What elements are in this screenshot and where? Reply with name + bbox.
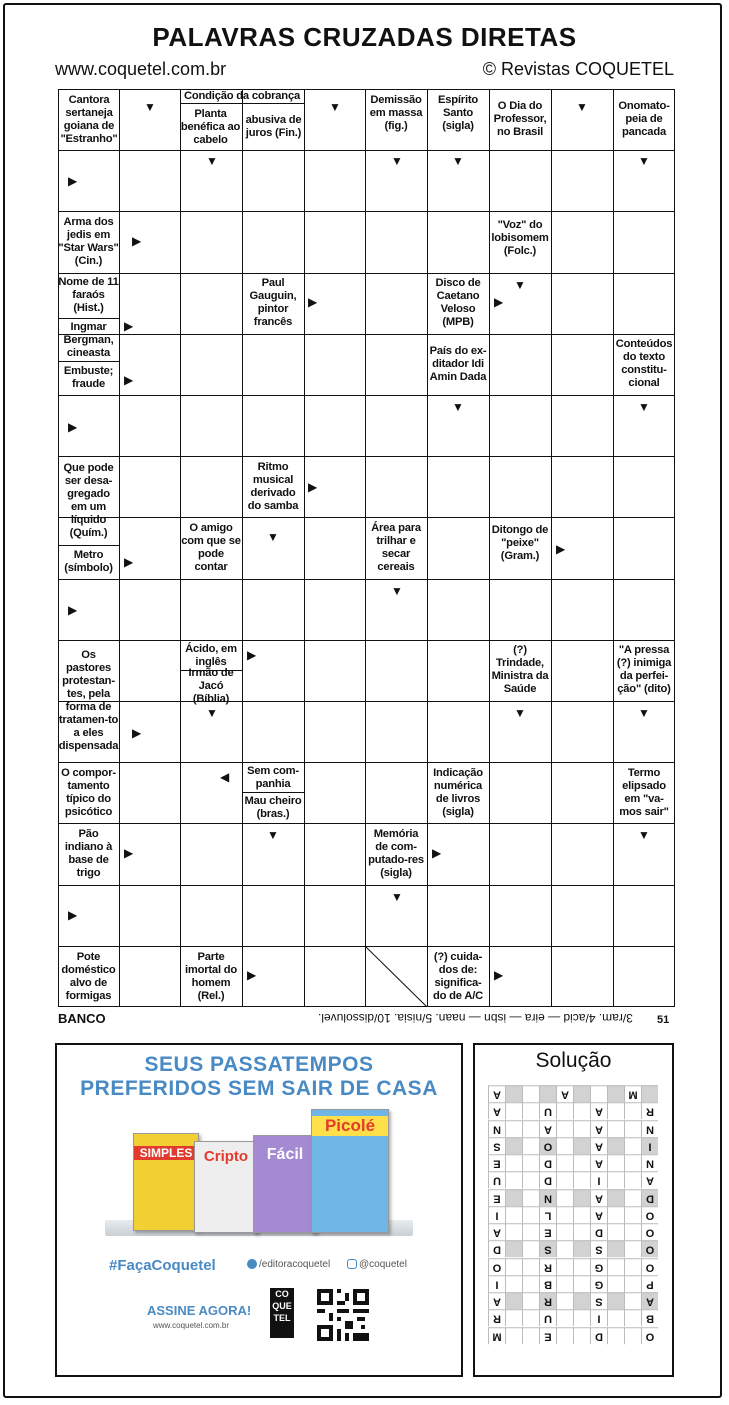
- solution-cell: [505, 1137, 522, 1154]
- facebook-handle: /editoracoquetel: [259, 1259, 331, 1270]
- clue-cell: Paul Gauguin, pintor francês: [249, 277, 297, 328]
- solution-cell: R: [539, 1258, 556, 1275]
- solution-cell: [607, 1309, 624, 1326]
- arrow-right-icon: ▶: [308, 295, 318, 309]
- clue-cell: País do ex-ditador Idi Amin Dada: [429, 344, 487, 383]
- solution-cell: A: [488, 1292, 505, 1309]
- instagram-link[interactable]: [347, 1259, 407, 1270]
- solution-cell: O: [641, 1240, 658, 1257]
- solution-cell: A: [590, 1206, 607, 1223]
- solution-cell: [556, 1154, 573, 1171]
- solution-cell: [607, 1206, 624, 1223]
- solution-cell: A: [590, 1137, 607, 1154]
- arrow-right-icon: ▶: [68, 908, 78, 922]
- solution-cell: A: [590, 1154, 607, 1171]
- solution-cell: [522, 1085, 539, 1102]
- magazine-cover: [311, 1109, 389, 1233]
- solution-cell: [624, 1309, 641, 1326]
- solution-cell: [624, 1206, 641, 1223]
- solution-cell: [607, 1171, 624, 1188]
- solution-cell: L: [539, 1206, 556, 1223]
- solution-cell: M: [488, 1327, 505, 1344]
- clue-cell: Demissão em massa (fig.): [369, 93, 423, 132]
- solution-cell: S: [590, 1240, 607, 1257]
- arrow-down-icon: ▼: [514, 706, 526, 720]
- clue-cell: Disco de Caetano Veloso (MPB): [435, 277, 481, 328]
- solution-cell: [607, 1240, 624, 1257]
- puzzle-title: PALAVRAS CRUZADAS DIRETAS: [152, 22, 577, 52]
- solution-cell: [556, 1275, 573, 1292]
- solution-cell: A: [641, 1292, 658, 1309]
- arrow-down-icon: ▼: [391, 154, 403, 168]
- solution-cell: [607, 1223, 624, 1240]
- clue-cell: O Dia do Professor, no Brasil: [493, 99, 547, 138]
- solution-cell: [505, 1154, 522, 1171]
- solution-cell: O: [641, 1206, 658, 1223]
- solution-cell: N: [488, 1120, 505, 1137]
- clue-cell: Ditongo de "peixe" (Gram.): [491, 523, 549, 562]
- solution-cell: I: [641, 1137, 658, 1154]
- solution-cell: [505, 1102, 522, 1119]
- magazine-title: Cripto: [203, 1148, 249, 1165]
- magazine-title: SIMPLES: [134, 1146, 198, 1160]
- solution-cell: [505, 1171, 522, 1188]
- magazine-title: Picolé: [312, 1116, 388, 1136]
- solution-cell: A: [488, 1102, 505, 1119]
- arrow-right-icon: ▶: [556, 542, 566, 556]
- solution-cell: [624, 1120, 641, 1137]
- solution-cell: [624, 1275, 641, 1292]
- solution-cell: D: [641, 1189, 658, 1206]
- ad-banner[interactable]: [55, 1043, 463, 1377]
- solution-cell: A: [590, 1120, 607, 1137]
- solution-cell: [607, 1327, 624, 1344]
- solution-cell: A: [590, 1102, 607, 1119]
- arrow-right-icon: ▶: [494, 295, 504, 309]
- clue-cell: Memória de com-putado-res (sigla): [368, 828, 424, 879]
- solution-cell: [573, 1275, 590, 1292]
- solution-cell: [573, 1223, 590, 1240]
- solution-cell: [607, 1154, 624, 1171]
- solution-cell: D: [539, 1154, 556, 1171]
- arrow-down-icon: ▼: [576, 100, 588, 114]
- solution-cell: A: [539, 1120, 556, 1137]
- clue-cell: Mau cheiro (bras.): [244, 795, 302, 820]
- clue-cell: Condição da cobrança: [184, 89, 300, 102]
- solution-cell: [607, 1137, 624, 1154]
- clue-cell: Embuste; fraude: [63, 365, 114, 390]
- solution-grid: [488, 1085, 658, 1361]
- solution-cell: [556, 1120, 573, 1137]
- site-url: www.coquetel.com.br: [55, 59, 227, 79]
- magazine-cover: [253, 1135, 317, 1233]
- solution-cell: U: [488, 1171, 505, 1188]
- copyright: © Revistas COQUETEL: [482, 59, 674, 79]
- solution-cell: A: [556, 1085, 573, 1102]
- solution-cell: [505, 1206, 522, 1223]
- ad-headline-1: SEUS PASSATEMPOS: [144, 1053, 374, 1076]
- arrow-down-icon: ▼: [329, 100, 341, 114]
- solution-cell: [556, 1292, 573, 1309]
- clue-cell: Sem com-panhia: [247, 764, 299, 790]
- clue-cell: (?) cuida-dos de: significa-do de A/C: [433, 950, 483, 1002]
- solution-cell: S: [590, 1292, 607, 1309]
- solution-cell: [624, 1240, 641, 1257]
- solution-cell: [624, 1189, 641, 1206]
- solution-cell: I: [590, 1171, 607, 1188]
- solution-cell: [624, 1137, 641, 1154]
- arrow-right-icon: ▶: [494, 968, 504, 982]
- solution-cell: D: [488, 1240, 505, 1257]
- solution-cell: E: [488, 1189, 505, 1206]
- solution-cell: [607, 1275, 624, 1292]
- clue-cell: Conteúdos do texto constitu-cional: [615, 338, 673, 389]
- solution-cell: [505, 1309, 522, 1326]
- solution-cell: [556, 1240, 573, 1257]
- solution-cell: G: [590, 1258, 607, 1275]
- arrow-down-icon: ▼: [638, 400, 650, 414]
- solution-cell: [505, 1223, 522, 1240]
- solution-cell: U: [539, 1309, 556, 1326]
- qr-code-icon[interactable]: [317, 1289, 369, 1341]
- solution-cell: [624, 1223, 641, 1240]
- instagram-handle: @coquetel: [359, 1259, 407, 1270]
- solution-cell: R: [539, 1292, 556, 1309]
- clue-cell: Nome de 11 faraós (Hist.): [58, 276, 119, 314]
- clue-cell: O compor-tamento típico do psicótico: [61, 767, 116, 818]
- solution-cell: [522, 1171, 539, 1188]
- facebook-icon: [247, 1259, 257, 1269]
- solution-cell: [556, 1206, 573, 1223]
- ad-url[interactable]: www.coquetel.com.br: [153, 1321, 230, 1330]
- solution-panel: [473, 1043, 674, 1377]
- solution-cell: [624, 1154, 641, 1171]
- solution-cell: [607, 1258, 624, 1275]
- solution-cell: [573, 1327, 590, 1344]
- answer-bank-label: BANCO: [58, 1011, 106, 1026]
- solution-cell: [624, 1171, 641, 1188]
- solution-cell: U: [539, 1102, 556, 1119]
- solution-cell: [556, 1309, 573, 1326]
- solution-cell: [624, 1327, 641, 1344]
- clue-cell: "A pressa (?) inimiga da perfei-ção" (dito): [616, 644, 672, 695]
- clue-cell: Termo elipsado em "va-mos sair": [619, 767, 669, 818]
- solution-cell: [539, 1085, 556, 1102]
- answer-bank-text: 3/ram. 4/acid — eira — isbn — naan. 5/nisia. 10/dissoluvel.: [318, 1011, 633, 1025]
- solution-cell: [505, 1240, 522, 1257]
- solution-cell: [556, 1258, 573, 1275]
- solution-cell: [556, 1223, 573, 1240]
- clue-cell: Parte imortal do homem (Rel.): [184, 950, 238, 1002]
- solution-cell: O: [641, 1223, 658, 1240]
- clue-cell: Espírito Santo (sigla): [437, 93, 479, 132]
- solution-cell: [522, 1102, 539, 1119]
- clue-cell: "Voz" do lobisomem (Folc.): [491, 218, 549, 257]
- solution-cell: N: [641, 1120, 658, 1137]
- solution-cell: [522, 1206, 539, 1223]
- clue-cell: Ritmo musical derivado do samba: [247, 461, 299, 512]
- arrow-right-icon: ▶: [68, 420, 78, 434]
- solution-cell: G: [590, 1275, 607, 1292]
- ad-headline-2: PREFERIDOS SEM SAIR DE CASA: [80, 1077, 438, 1100]
- arrow-down-icon: ▼: [206, 706, 218, 720]
- solution-cell: [522, 1137, 539, 1154]
- solution-cell: [522, 1223, 539, 1240]
- arrow-down-icon: ▼: [452, 154, 464, 168]
- solution-cell: [522, 1275, 539, 1292]
- solution-cell: [607, 1120, 624, 1137]
- solution-cell: N: [641, 1154, 658, 1171]
- solution-cell: [556, 1171, 573, 1188]
- solution-cell: [573, 1120, 590, 1137]
- solution-cell: [505, 1275, 522, 1292]
- solution-cell: B: [539, 1275, 556, 1292]
- arrow-right-icon: ▶: [68, 174, 78, 188]
- solution-cell: [522, 1292, 539, 1309]
- solution-cell: [573, 1189, 590, 1206]
- arrow-right-icon: ▶: [247, 648, 257, 662]
- solution-cell: I: [488, 1275, 505, 1292]
- arrow-right-icon: ▶: [308, 480, 318, 494]
- solution-title: Solução: [535, 1049, 612, 1072]
- clue-cell: Planta benéfica ao cabelo: [180, 107, 241, 146]
- solution-cell: R: [641, 1102, 658, 1119]
- arrow-right-icon: ▶: [124, 846, 134, 860]
- clue-cell: Arma dos jedis em "Star Wars" (Cin.): [58, 216, 119, 267]
- arrow-right-icon: ▶: [124, 319, 134, 333]
- solution-cell: E: [539, 1327, 556, 1344]
- blocked-cell-diagonal: [365, 946, 427, 1007]
- solution-cell: D: [590, 1223, 607, 1240]
- clue-cell: Ácido, em inglês: [185, 642, 237, 668]
- clue-cell: Indicação numérica de livros (sigla): [433, 767, 483, 818]
- solution-cell: O: [539, 1137, 556, 1154]
- arrow-right-icon: ▶: [124, 373, 134, 387]
- arrow-down-icon: ▼: [144, 100, 156, 114]
- solution-cell: N: [539, 1189, 556, 1206]
- arrow-down-icon: ▼: [638, 706, 650, 720]
- solution-cell: [573, 1102, 590, 1119]
- solution-cell: [624, 1258, 641, 1275]
- arrow-down-icon: ▼: [391, 584, 403, 598]
- magazine-title: Fácil: [266, 1146, 304, 1163]
- arrow-down-icon: ▼: [638, 828, 650, 842]
- clue-cell: O amigo com que se pode contar: [181, 522, 241, 573]
- clue-cell: Ingmar Bergman, cineasta: [63, 320, 114, 359]
- clue-cell: Área para trilhar e secar cereais: [371, 522, 421, 573]
- solution-cell: M: [624, 1085, 641, 1102]
- solution-cell: [505, 1258, 522, 1275]
- solution-cell: [505, 1292, 522, 1309]
- solution-cell: [556, 1189, 573, 1206]
- arrow-down-icon: ▼: [391, 890, 403, 904]
- solution-cell: B: [641, 1309, 658, 1326]
- solution-cell: [522, 1120, 539, 1137]
- solution-cell: A: [488, 1085, 505, 1102]
- arrow-right-icon: ▶: [432, 846, 442, 860]
- clue-cell: Os pastores protestan-tes, pela forma de tratamen-to a eles dispensada: [58, 649, 119, 752]
- solution-cell: [624, 1102, 641, 1119]
- solution-cell: R: [488, 1309, 505, 1326]
- clue-cell: Cantora sertaneja goiana de "Estranho": [60, 94, 118, 145]
- arrow-right-icon: ▶: [68, 603, 78, 617]
- solution-cell: [505, 1085, 522, 1102]
- solution-cell: [522, 1189, 539, 1206]
- solution-cell: [607, 1292, 624, 1309]
- solution-cell: [505, 1189, 522, 1206]
- clue-cell: abusiva de juros (Fin.): [245, 114, 302, 139]
- page-number: 51: [657, 1014, 670, 1026]
- arrow-down-icon: ▼: [514, 278, 526, 292]
- solution-cell: S: [539, 1240, 556, 1257]
- arrow-right-icon: ▶: [132, 234, 142, 248]
- solution-cell: [641, 1085, 658, 1102]
- solution-cell: [522, 1240, 539, 1257]
- solution-cell: A: [641, 1171, 658, 1188]
- arrow-left-icon: ◀: [220, 770, 230, 784]
- facebook-link[interactable]: [247, 1259, 330, 1270]
- arrow-right-icon: ▶: [132, 726, 142, 740]
- magazine-cover: [133, 1133, 199, 1231]
- solution-cell: [573, 1085, 590, 1102]
- solution-cell: I: [590, 1309, 607, 1326]
- solution-cell: [573, 1206, 590, 1223]
- clue-cell: Pão indiano à base de trigo: [64, 828, 113, 879]
- solution-cell: I: [488, 1206, 505, 1223]
- instagram-icon: [347, 1259, 357, 1269]
- clue-cell: (?) Trindade, Ministra da Saúde: [491, 644, 549, 695]
- solution-cell: [522, 1327, 539, 1344]
- crossword-grid: [58, 89, 675, 1007]
- solution-cell: [556, 1137, 573, 1154]
- arrow-right-icon: ▶: [247, 968, 257, 982]
- clue-cell: Metro (símbolo): [64, 549, 113, 574]
- arrow-down-icon: ▼: [638, 154, 650, 168]
- solution-cell: O: [488, 1258, 505, 1275]
- solution-cell: [573, 1137, 590, 1154]
- solution-cell: O: [641, 1258, 658, 1275]
- solution-cell: P: [641, 1275, 658, 1292]
- solution-cell: [556, 1327, 573, 1344]
- solution-cell: [573, 1258, 590, 1275]
- arrow-down-icon: ▼: [267, 828, 279, 842]
- solution-cell: D: [590, 1327, 607, 1344]
- arrow-down-icon: ▼: [206, 154, 218, 168]
- solution-cell: [607, 1102, 624, 1119]
- solution-cell: [607, 1189, 624, 1206]
- solution-cell: [573, 1240, 590, 1257]
- solution-cell: E: [539, 1223, 556, 1240]
- solution-cell: [573, 1154, 590, 1171]
- clue-cell: Pote doméstico alvo de formigas: [61, 950, 116, 1002]
- solution-cell: [573, 1292, 590, 1309]
- solution-cell: E: [488, 1154, 505, 1171]
- solution-cell: [573, 1309, 590, 1326]
- solution-cell: D: [539, 1171, 556, 1188]
- solution-cell: [573, 1171, 590, 1188]
- solution-cell: A: [488, 1223, 505, 1240]
- solution-cell: [522, 1154, 539, 1171]
- solution-cell: O: [641, 1327, 658, 1344]
- hashtag: #FaçaCoquetel: [109, 1257, 216, 1274]
- solution-cell: A: [590, 1189, 607, 1206]
- arrow-right-icon: ▶: [124, 555, 134, 569]
- subscribe-cta[interactable]: ASSINE AGORA!: [147, 1303, 252, 1318]
- solution-cell: [624, 1292, 641, 1309]
- clue-cell: Irmão de Jacó (Bíblia): [188, 666, 234, 705]
- solution-cell: [522, 1258, 539, 1275]
- solution-cell: [505, 1327, 522, 1344]
- solution-cell: [607, 1085, 624, 1102]
- solution-cell: [505, 1120, 522, 1137]
- coquetel-logo: CO QUE TEL: [270, 1288, 294, 1338]
- solution-cell: S: [488, 1137, 505, 1154]
- solution-cell: [556, 1102, 573, 1119]
- clue-cell: Onomato-peia de pancada: [618, 99, 670, 138]
- magazine-cover: [194, 1141, 258, 1233]
- arrow-down-icon: ▼: [452, 400, 464, 414]
- clue-cell: Que pode ser desa-gregado em um líquido (Quím.): [63, 462, 114, 539]
- solution-cell: [590, 1085, 607, 1102]
- arrow-down-icon: ▼: [267, 530, 279, 544]
- solution-cell: [522, 1309, 539, 1326]
